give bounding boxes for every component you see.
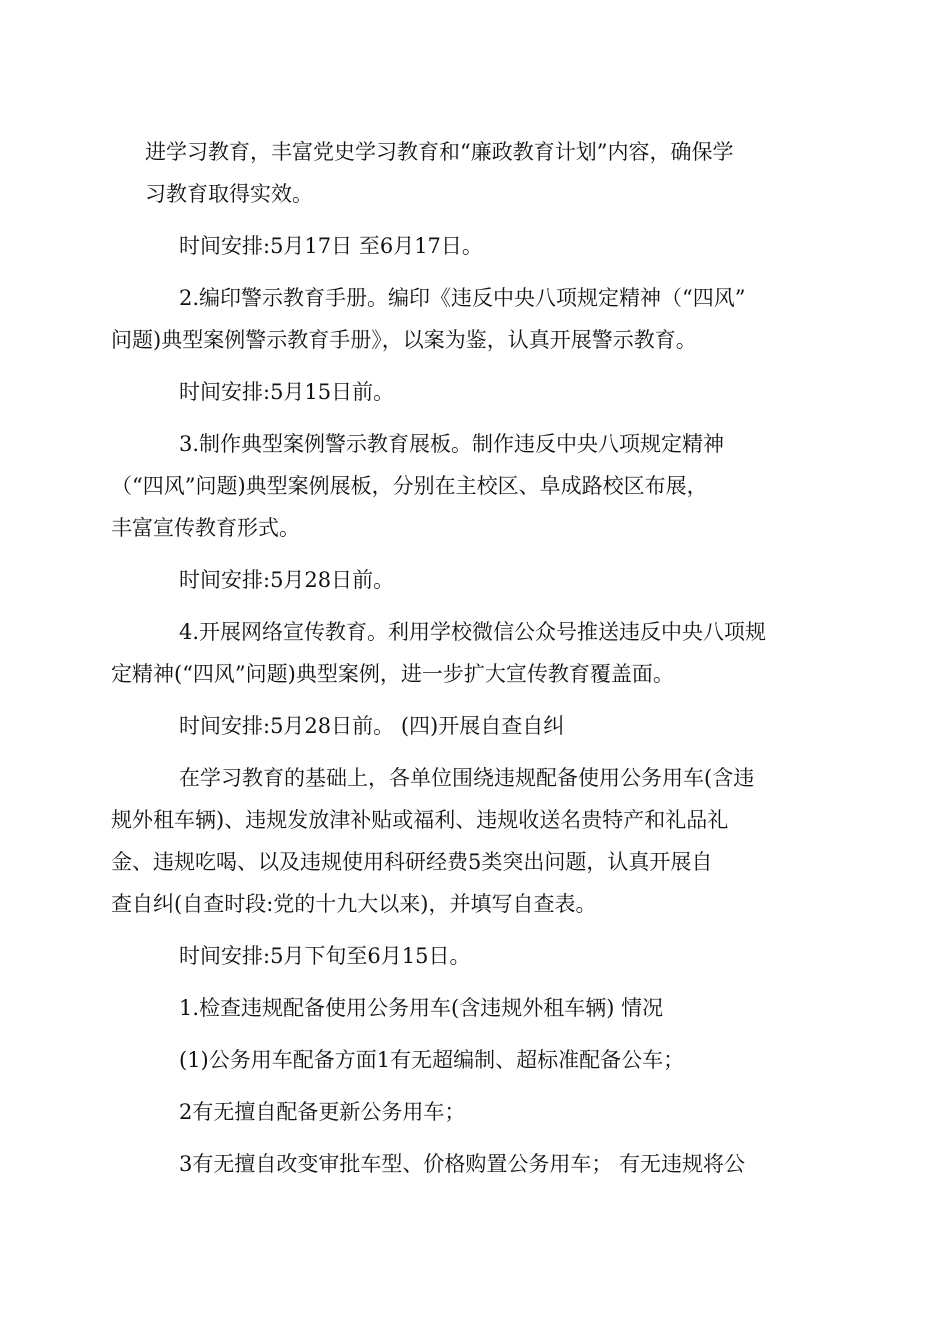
paragraph-1 bbox=[145, 131, 807, 215]
text-line: 丰富宣传教育形式。 bbox=[111, 516, 300, 540]
text-line: 查自纠(自查时段:党的十九大以来)，并填写自查表。 bbox=[111, 892, 597, 916]
paragraph-6 bbox=[145, 559, 807, 601]
text-line: 问题)典型案例警示教育手册》，以案为鉴，认真开展警示教育。 bbox=[111, 328, 697, 352]
text-line: 4.开展网络宣传教育。利用学校微信公众号推送违反中央八项规 bbox=[179, 620, 767, 644]
document-body bbox=[111, 131, 807, 1195]
paragraph-8 bbox=[145, 705, 807, 747]
text-line: (1)公务用车配备方面1有无超编制、超标准配备公车； bbox=[179, 1048, 685, 1072]
text-line: 2.编印警示教育手册。编印《违反中央八项规定精神（“四风” bbox=[179, 286, 746, 310]
paragraph-14 bbox=[145, 1143, 807, 1185]
text-line: 习教育取得实效。 bbox=[145, 182, 313, 206]
schedule-line: 时间安排:5月28日前。 bbox=[179, 568, 395, 592]
paragraph-10 bbox=[145, 935, 807, 977]
paragraph-5 bbox=[111, 423, 807, 549]
paragraph-2 bbox=[145, 225, 807, 267]
paragraph-11 bbox=[145, 987, 807, 1029]
text-line: 在学习教育的基础上，各单位围绕违规配备使用公务用车(含违 bbox=[179, 766, 755, 790]
paragraph-12 bbox=[145, 1039, 807, 1081]
text-line: 规外租车辆)、违规发放津补贴或福利、违规收送名贵特产和礼品礼 bbox=[111, 808, 729, 832]
text-line: 3有无擅自改变审批车型、价格购置公务用车； 有无违规将公 bbox=[179, 1152, 746, 1176]
paragraph-9 bbox=[111, 757, 807, 925]
text-line: 1.检查违规配备使用公务用车(含违规外租车辆) 情况 bbox=[179, 996, 664, 1020]
text-line: 定精神(“四风”问题)典型案例，进一步扩大宣传教育覆盖面。 bbox=[111, 662, 674, 686]
paragraph-3 bbox=[111, 277, 807, 361]
text-line: 金、违规吃喝、以及违规使用科研经费5类突出问题，认真开展自 bbox=[111, 850, 713, 874]
schedule-line: 时间安排:5月28日前。 (四)开展自查自纠 bbox=[179, 714, 565, 738]
text-line: 2有无擅自配备更新公务用车； bbox=[179, 1100, 466, 1124]
text-line: 3.制作典型案例警示教育展板。制作违反中央八项规定精神 bbox=[179, 432, 725, 456]
schedule-line: 时间安排:5月下旬至6月15日。 bbox=[179, 944, 471, 968]
schedule-line: 时间安排:5月17日 至6月17日。 bbox=[179, 234, 483, 258]
paragraph-13 bbox=[145, 1091, 807, 1133]
paragraph-4 bbox=[145, 371, 807, 413]
text-line: （“四风”问题)典型案例展板，分别在主校区、阜成路校区布展， bbox=[111, 474, 708, 498]
text-line: 进学习教育，丰富党史学习教育和“廉政教育计划”内容，确保学 bbox=[145, 140, 734, 164]
paragraph-7 bbox=[111, 611, 807, 695]
schedule-line: 时间安排:5月15日前。 bbox=[179, 380, 395, 404]
